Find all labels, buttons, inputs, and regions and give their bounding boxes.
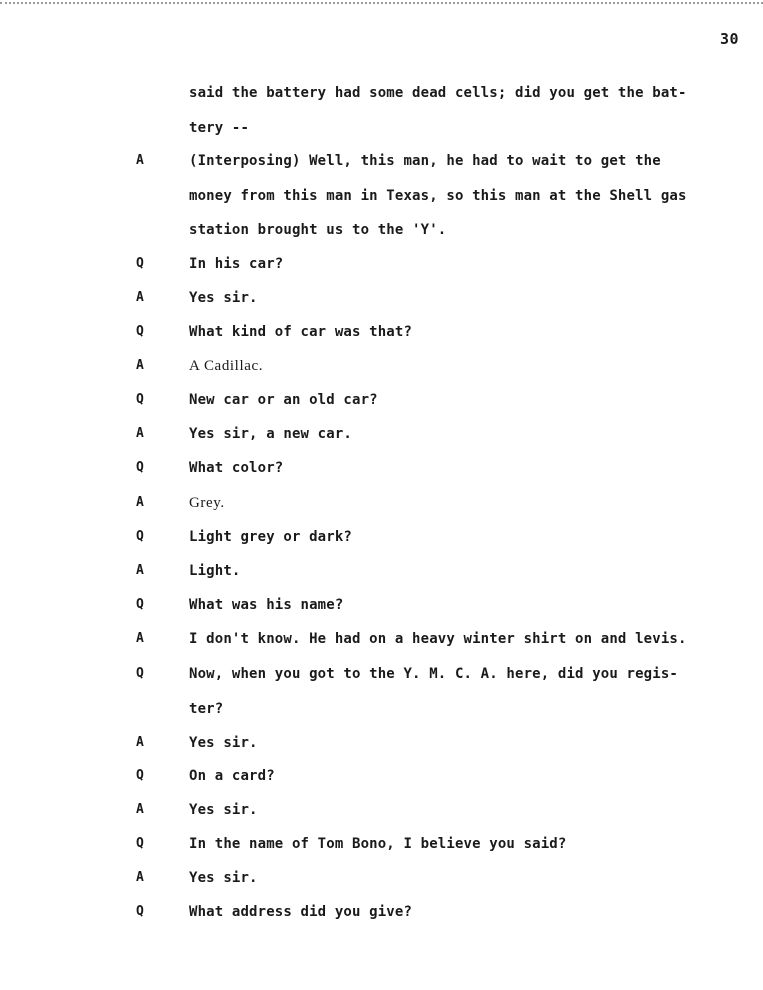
line-text: What was his name? [189,597,344,613]
line-text: said the battery had some dead cells; did you get the bat- [189,85,687,101]
transcript-line [0,664,763,684]
transcript-line [0,83,763,103]
speaker-label: Q [136,324,144,339]
speaker-label: A [136,563,144,578]
line-text: Yes sir, a new car. [189,426,352,442]
transcript-line [0,902,763,922]
speaker-label: A [136,870,144,885]
page-number: 30 [719,30,739,48]
transcript-line [0,733,763,753]
line-text: In his car? [189,256,284,272]
line-text: On a card? [189,768,275,784]
line-text: Yes sir. [189,290,258,306]
line-text: A Cadillac. [189,358,264,374]
line-text: tery -- [189,120,250,136]
line-text: Yes sir. [189,735,258,751]
line-text: Now, when you got to the Y. M. C. A. here, did you regis- [189,666,678,682]
speaker-label: Q [136,597,144,612]
speaker-label: Q [136,529,144,544]
transcript-line [0,356,763,376]
transcript-line [0,220,763,240]
line-text: Yes sir. [189,802,258,818]
transcript-line [0,458,763,478]
transcript-line [0,595,763,615]
transcript-line [0,288,763,308]
speaker-label: Q [136,666,144,681]
transcript-line [0,561,763,581]
line-text: station brought us to the 'Y'. [189,222,447,238]
line-text: I don't know. He had on a heavy winter shirt on and levis. [189,631,687,647]
transcript-line [0,629,763,649]
speaker-label: A [136,631,144,646]
line-text: Light grey or dark? [189,529,352,545]
speaker-label: A [136,426,144,441]
speaker-label: A [136,153,144,168]
speaker-label: A [136,290,144,305]
transcript-line [0,254,763,274]
speaker-label: A [136,802,144,817]
speaker-label: Q [136,836,144,851]
transcript-line [0,800,763,820]
line-text: Grey. [189,495,225,511]
speaker-label: Q [136,392,144,407]
transcript-line [0,390,763,410]
line-text: Light. [189,563,241,579]
transcript-line [0,699,763,719]
speaker-label: A [136,495,144,510]
line-text: What kind of car was that? [189,324,413,340]
speaker-label: Q [136,256,144,271]
line-text: New car or an old car? [189,392,378,408]
transcript-line [0,151,763,171]
transcript-line [0,118,763,138]
line-text: What color? [189,460,284,476]
transcript-line [0,766,763,786]
speaker-label: Q [136,460,144,475]
transcript-line [0,424,763,444]
transcript-line [0,186,763,206]
line-text: Yes sir. [189,870,258,886]
line-text: ter? [189,701,224,717]
transcript-line [0,834,763,854]
line-text: (Interposing) Well, this man, he had to wait to get the [189,153,661,169]
transcript-line [0,322,763,342]
speaker-label: Q [136,904,144,919]
speaker-label: Q [136,768,144,783]
line-text: money from this man in Texas, so this man at the Shell gas [189,188,687,204]
speaker-label: A [136,358,144,373]
speaker-label: A [136,735,144,750]
transcript-line [0,493,763,513]
line-text: What address did you give? [189,904,413,920]
transcript-line [0,868,763,888]
line-text: In the name of Tom Bono, I believe you said? [189,836,567,852]
transcript-line [0,527,763,547]
